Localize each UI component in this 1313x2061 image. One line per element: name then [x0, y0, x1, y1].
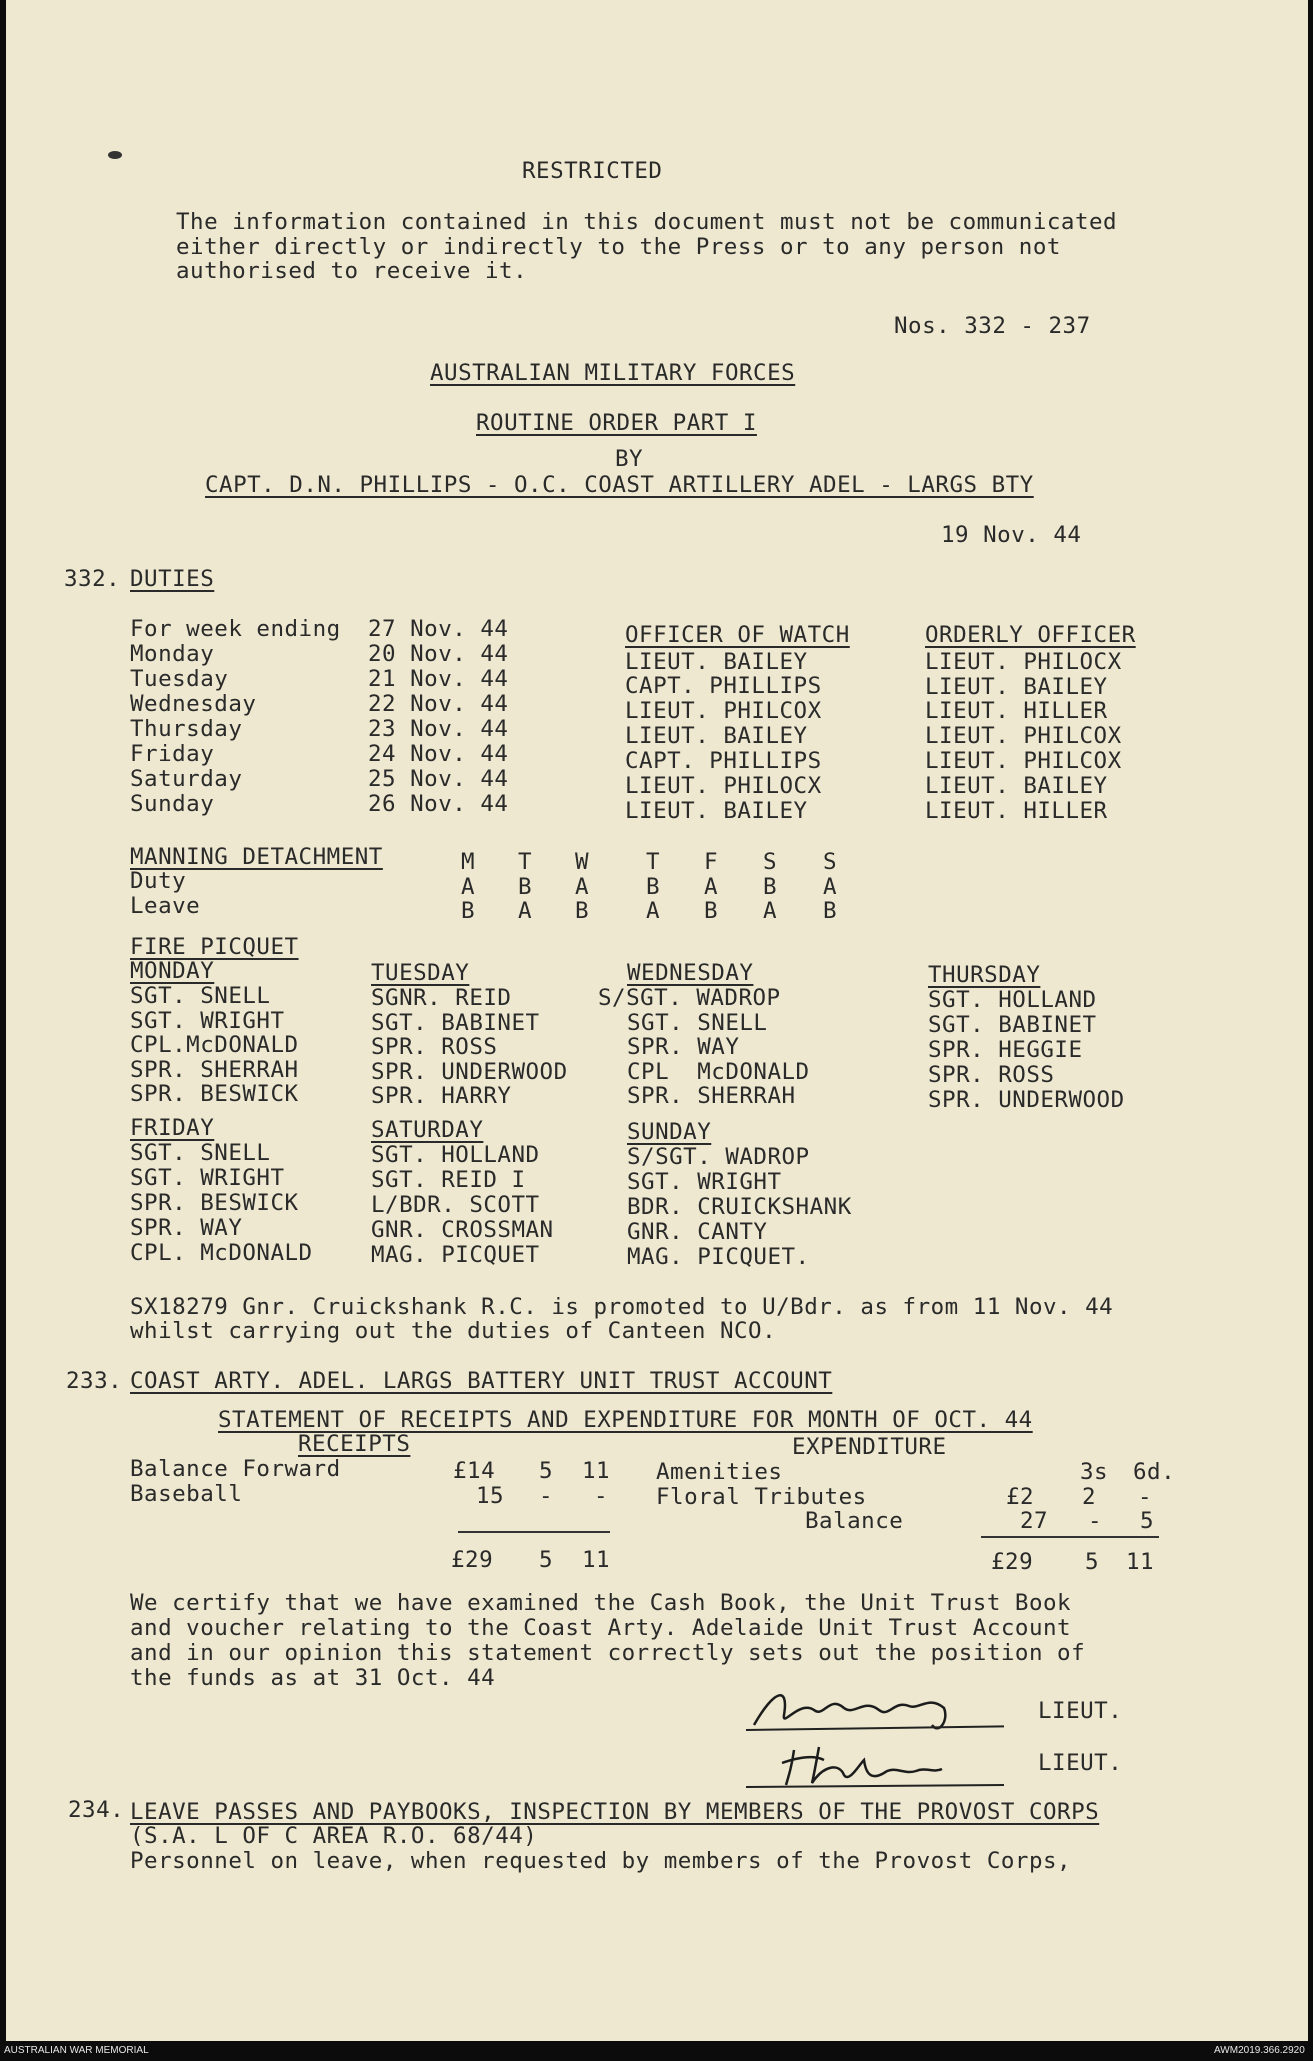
orderly-officer-heading: ORDERLY OFFICER	[925, 622, 1136, 648]
orderly-officer: LIEUT. BAILEY	[925, 674, 1108, 700]
duty-day: Wednesday	[130, 691, 257, 717]
picquet-name: L/BDR. SCOTT	[371, 1192, 540, 1218]
picquet-day: FRIDAY	[130, 1115, 215, 1141]
picquet-name: BDR. CRUICKSHANK	[627, 1194, 852, 1220]
signature-rank-2: LIEUT.	[1038, 1750, 1123, 1776]
by-label: BY	[615, 446, 644, 472]
promotion-line-2: whilst carrying out the duties of Canteen NCO.	[130, 1318, 777, 1344]
item-number-332: 332.	[64, 566, 121, 592]
orderly-officer: LIEUT. PHILCOX	[925, 748, 1122, 774]
duties-heading: DUTIES	[130, 566, 215, 592]
item-number-234: 234.	[68, 1797, 125, 1823]
duty-day: Saturday	[130, 766, 243, 792]
duty-day: For week ending	[130, 616, 341, 642]
picquet-day: SATURDAY	[371, 1117, 484, 1143]
order-numbers: Nos. 332 - 237	[894, 313, 1091, 339]
orderly-officer: LIEUT. BAILEY	[925, 773, 1108, 799]
duty-date: 20 Nov. 44	[368, 641, 509, 667]
receipts-total-pence: 11	[582, 1547, 611, 1573]
duty-date: 25 Nov. 44	[368, 766, 509, 792]
duty-day: Monday	[130, 641, 215, 667]
receipt-pounds: £14	[453, 1458, 496, 1484]
manning-cell: A	[704, 874, 719, 900]
duty-date: 24 Nov. 44	[368, 741, 509, 767]
certify-line-3: and in our opinion this statement correctly sets out the position of	[130, 1640, 1086, 1666]
picquet-name: SPR. HARRY	[371, 1083, 512, 1109]
expenditure-pounds: 27	[1020, 1508, 1049, 1534]
manning-day: M	[461, 849, 476, 875]
picquet-day: MONDAY	[130, 958, 215, 984]
signature-rank-1: LIEUT.	[1038, 1698, 1123, 1724]
manning-day: W	[575, 849, 590, 875]
picquet-name: SPR. BESWICK	[130, 1081, 299, 1107]
manning-cell: A	[646, 898, 661, 924]
document-page	[6, 0, 1308, 2041]
manning-day: T	[518, 849, 533, 875]
picquet-name: SGT. SNELL	[130, 983, 271, 1009]
manning-day: T	[646, 849, 661, 875]
duty-date: 27 Nov. 44	[368, 616, 509, 642]
classification-label: RESTRICTED	[522, 158, 663, 184]
manning-heading: MANNING DETACHMENT	[130, 844, 383, 870]
certify-line-4: the funds as at 31 Oct. 44	[130, 1665, 496, 1691]
picquet-name: SPR. WAY	[130, 1215, 243, 1241]
expenditure-shillings: 2	[1082, 1484, 1097, 1510]
leave-heading: LEAVE PASSES AND PAYBOOKS, INSPECTION BY MEMBERS OF THE PROVOST CORPS	[130, 1799, 1100, 1825]
manning-day: F	[704, 849, 719, 875]
duty-day: Sunday	[130, 791, 215, 817]
duty-date: 22 Nov. 44	[368, 691, 509, 717]
manning-cell: B	[518, 874, 533, 900]
manning-cell: A	[575, 874, 590, 900]
picquet-name: SGT. WRIGHT	[130, 1165, 285, 1191]
receipts-total-rule	[458, 1531, 610, 1533]
manning-cell: A	[461, 874, 476, 900]
receipt-shillings: -	[539, 1483, 554, 1509]
expenditure-shillings: 3s	[1080, 1459, 1109, 1485]
picquet-name: SGT. BABINET	[371, 1010, 540, 1036]
promotion-line-1: SX18279 Gnr. Cruickshank R.C. is promoted to U/Bdr. as from 11 Nov. 44	[130, 1294, 1114, 1320]
commander-line: CAPT. D.N. PHILLIPS - O.C. COAST ARTILLERY ADEL - LARGS BTY	[205, 472, 1034, 498]
officer-of-watch: LIEUT. PHILCOX	[625, 698, 822, 724]
picquet-name: S/SGT. WADROP	[627, 1144, 810, 1170]
signature-lieut-hiller	[744, 1735, 1004, 1795]
picquet-name: SPR. SHERRAH	[130, 1057, 299, 1083]
manning-cell: B	[763, 874, 778, 900]
manning-row-label: Leave	[130, 893, 201, 919]
expenditure-item: Floral Tributes	[656, 1484, 867, 1510]
picquet-name: S/SGT. WADROP	[598, 985, 781, 1011]
picquet-name: SPR. HEGGIE	[928, 1037, 1083, 1063]
picquet-name: SPR. BESWICK	[130, 1190, 299, 1216]
receipt-pence: 11	[582, 1458, 611, 1484]
manning-day: S	[823, 849, 838, 875]
order-date: 19 Nov. 44	[941, 522, 1082, 548]
expenditure-total-rule	[981, 1536, 1159, 1538]
duty-date: 21 Nov. 44	[368, 666, 509, 692]
officer-of-watch-heading: OFFICER OF WATCH	[625, 622, 850, 648]
manning-day: S	[763, 849, 778, 875]
picquet-name: GNR. CROSSMAN	[371, 1217, 554, 1243]
manning-cell: B	[575, 898, 590, 924]
receipt-shillings: 5	[539, 1458, 554, 1484]
manning-cell: B	[646, 874, 661, 900]
receipts-total-shillings: 5	[539, 1547, 554, 1573]
expenditure-heading: EXPENDITURE	[792, 1434, 947, 1460]
picquet-name: SGNR. REID	[371, 985, 512, 1011]
org-title: AUSTRALIAN MILITARY FORCES	[430, 360, 796, 386]
expenditure-pounds: £2	[1006, 1484, 1035, 1510]
receipt-pounds: 15	[476, 1483, 505, 1509]
statement-heading: STATEMENT OF RECEIPTS AND EXPENDITURE FOR MONTH OF OCT. 44	[218, 1407, 1033, 1433]
picquet-day: THURSDAY	[928, 962, 1041, 988]
picquet-name: SPR. ROSS	[371, 1034, 498, 1060]
picquet-name: SGT. REID I	[371, 1167, 526, 1193]
duty-day: Tuesday	[130, 666, 229, 692]
expenditure-item: Balance	[805, 1508, 904, 1534]
order-title: ROUTINE ORDER PART I	[476, 410, 757, 436]
duty-day: Thursday	[130, 716, 243, 742]
picquet-day: SUNDAY	[627, 1119, 712, 1145]
orderly-officer: LIEUT. PHILOCX	[925, 649, 1122, 675]
manning-cell: A	[823, 874, 838, 900]
notice-line-1: The information contained in this document must not be communicated	[176, 209, 1118, 235]
picquet-name: SPR. UNDERWOOD	[371, 1059, 568, 1085]
orderly-officer: LIEUT. PHILCOX	[925, 723, 1122, 749]
manning-cell: B	[704, 898, 719, 924]
picquet-name: CPL.McDONALD	[130, 1032, 299, 1058]
receipt-item: Baseball	[130, 1481, 243, 1507]
picquet-name: SGT. BABINET	[928, 1012, 1097, 1038]
expenditure-total-shillings: 5	[1085, 1549, 1100, 1575]
orderly-officer: LIEUT. HILLER	[925, 798, 1108, 824]
picquet-name: SGT. SNELL	[130, 1140, 271, 1166]
expenditure-pence: -	[1138, 1484, 1153, 1510]
duty-date: 23 Nov. 44	[368, 716, 509, 742]
picquet-name: SGT. SNELL	[627, 1010, 768, 1036]
certify-line-1: We certify that we have examined the Cash Book, the Unit Trust Book	[130, 1590, 1072, 1616]
picquet-name: SPR. ROSS	[928, 1062, 1055, 1088]
punch-hole-mark	[108, 151, 122, 159]
orderly-officer: LIEUT. HILLER	[925, 698, 1108, 724]
notice-line-2: either directly or indirectly to the Press or to any person not	[176, 234, 1061, 260]
manning-cell: A	[518, 898, 533, 924]
certify-line-2: and voucher relating to the Coast Arty. Adelaide Unit Trust Account	[130, 1615, 1072, 1641]
officer-of-watch: LIEUT. BAILEY	[625, 649, 808, 675]
manning-row-label: Duty	[130, 868, 187, 894]
notice-line-3: authorised to receive it.	[176, 258, 528, 284]
manning-cell: A	[763, 898, 778, 924]
manning-cell: B	[461, 898, 476, 924]
expenditure-pence: 6d.	[1133, 1459, 1176, 1485]
picquet-name: CPL. McDONALD	[130, 1240, 313, 1266]
receipts-heading: RECEIPTS	[298, 1431, 411, 1457]
receipt-pence: -	[594, 1483, 609, 1509]
duty-date: 26 Nov. 44	[368, 791, 509, 817]
picquet-name: SPR. SHERRAH	[627, 1083, 796, 1109]
picquet-day: TUESDAY	[371, 960, 470, 986]
footer-accession-number: AWM2019.366.2920	[1214, 2045, 1305, 2056]
duty-day: Friday	[130, 741, 215, 767]
leave-text: Personnel on leave, when requested by members of the Provost Corps,	[130, 1848, 1072, 1874]
officer-of-watch: CAPT. PHILLIPS	[625, 673, 822, 699]
picquet-name: MAG. PICQUET.	[627, 1244, 810, 1270]
expenditure-total-pounds: £29	[991, 1549, 1034, 1575]
expenditure-pence: 5	[1140, 1508, 1155, 1534]
expenditure-shillings: -	[1088, 1508, 1103, 1534]
picquet-name: SGT. HOLLAND	[371, 1142, 540, 1168]
manning-cell: B	[823, 898, 838, 924]
picquet-name: SGT. HOLLAND	[928, 987, 1097, 1013]
officer-of-watch: CAPT. PHILLIPS	[625, 748, 822, 774]
picquet-name: GNR. CANTY	[627, 1219, 768, 1245]
trust-heading: COAST ARTY. ADEL. LARGS BATTERY UNIT TRUST ACCOUNT	[130, 1368, 833, 1394]
item-number-233: 233.	[66, 1368, 123, 1394]
expenditure-total-pence: 11	[1126, 1549, 1155, 1575]
expenditure-item: Amenities	[656, 1459, 783, 1485]
footer-archive-label: AUSTRALIAN WAR MEMORIAL	[4, 2045, 149, 2056]
receipt-item: Balance Forward	[130, 1456, 341, 1482]
leave-reference: (S.A. L OF C AREA R.O. 68/44)	[130, 1823, 538, 1849]
fire-picquet-heading: FIRE PICQUET	[130, 934, 299, 960]
picquet-day: WEDNESDAY	[627, 960, 754, 986]
picquet-name: SPR. WAY	[627, 1034, 740, 1060]
picquet-name: MAG. PICQUET	[371, 1242, 540, 1268]
picquet-name: CPL McDONALD	[627, 1059, 810, 1085]
officer-of-watch: LIEUT. BAILEY	[625, 798, 808, 824]
picquet-name: SPR. UNDERWOOD	[928, 1087, 1125, 1113]
receipts-total-pounds: £29	[451, 1547, 494, 1573]
officer-of-watch: LIEUT. BAILEY	[625, 723, 808, 749]
picquet-name: SGT. WRIGHT	[130, 1008, 285, 1034]
picquet-name: SGT. WRIGHT	[627, 1169, 782, 1195]
officer-of-watch: LIEUT. PHILOCX	[625, 773, 822, 799]
signature-lieut-bailey	[744, 1680, 1004, 1740]
